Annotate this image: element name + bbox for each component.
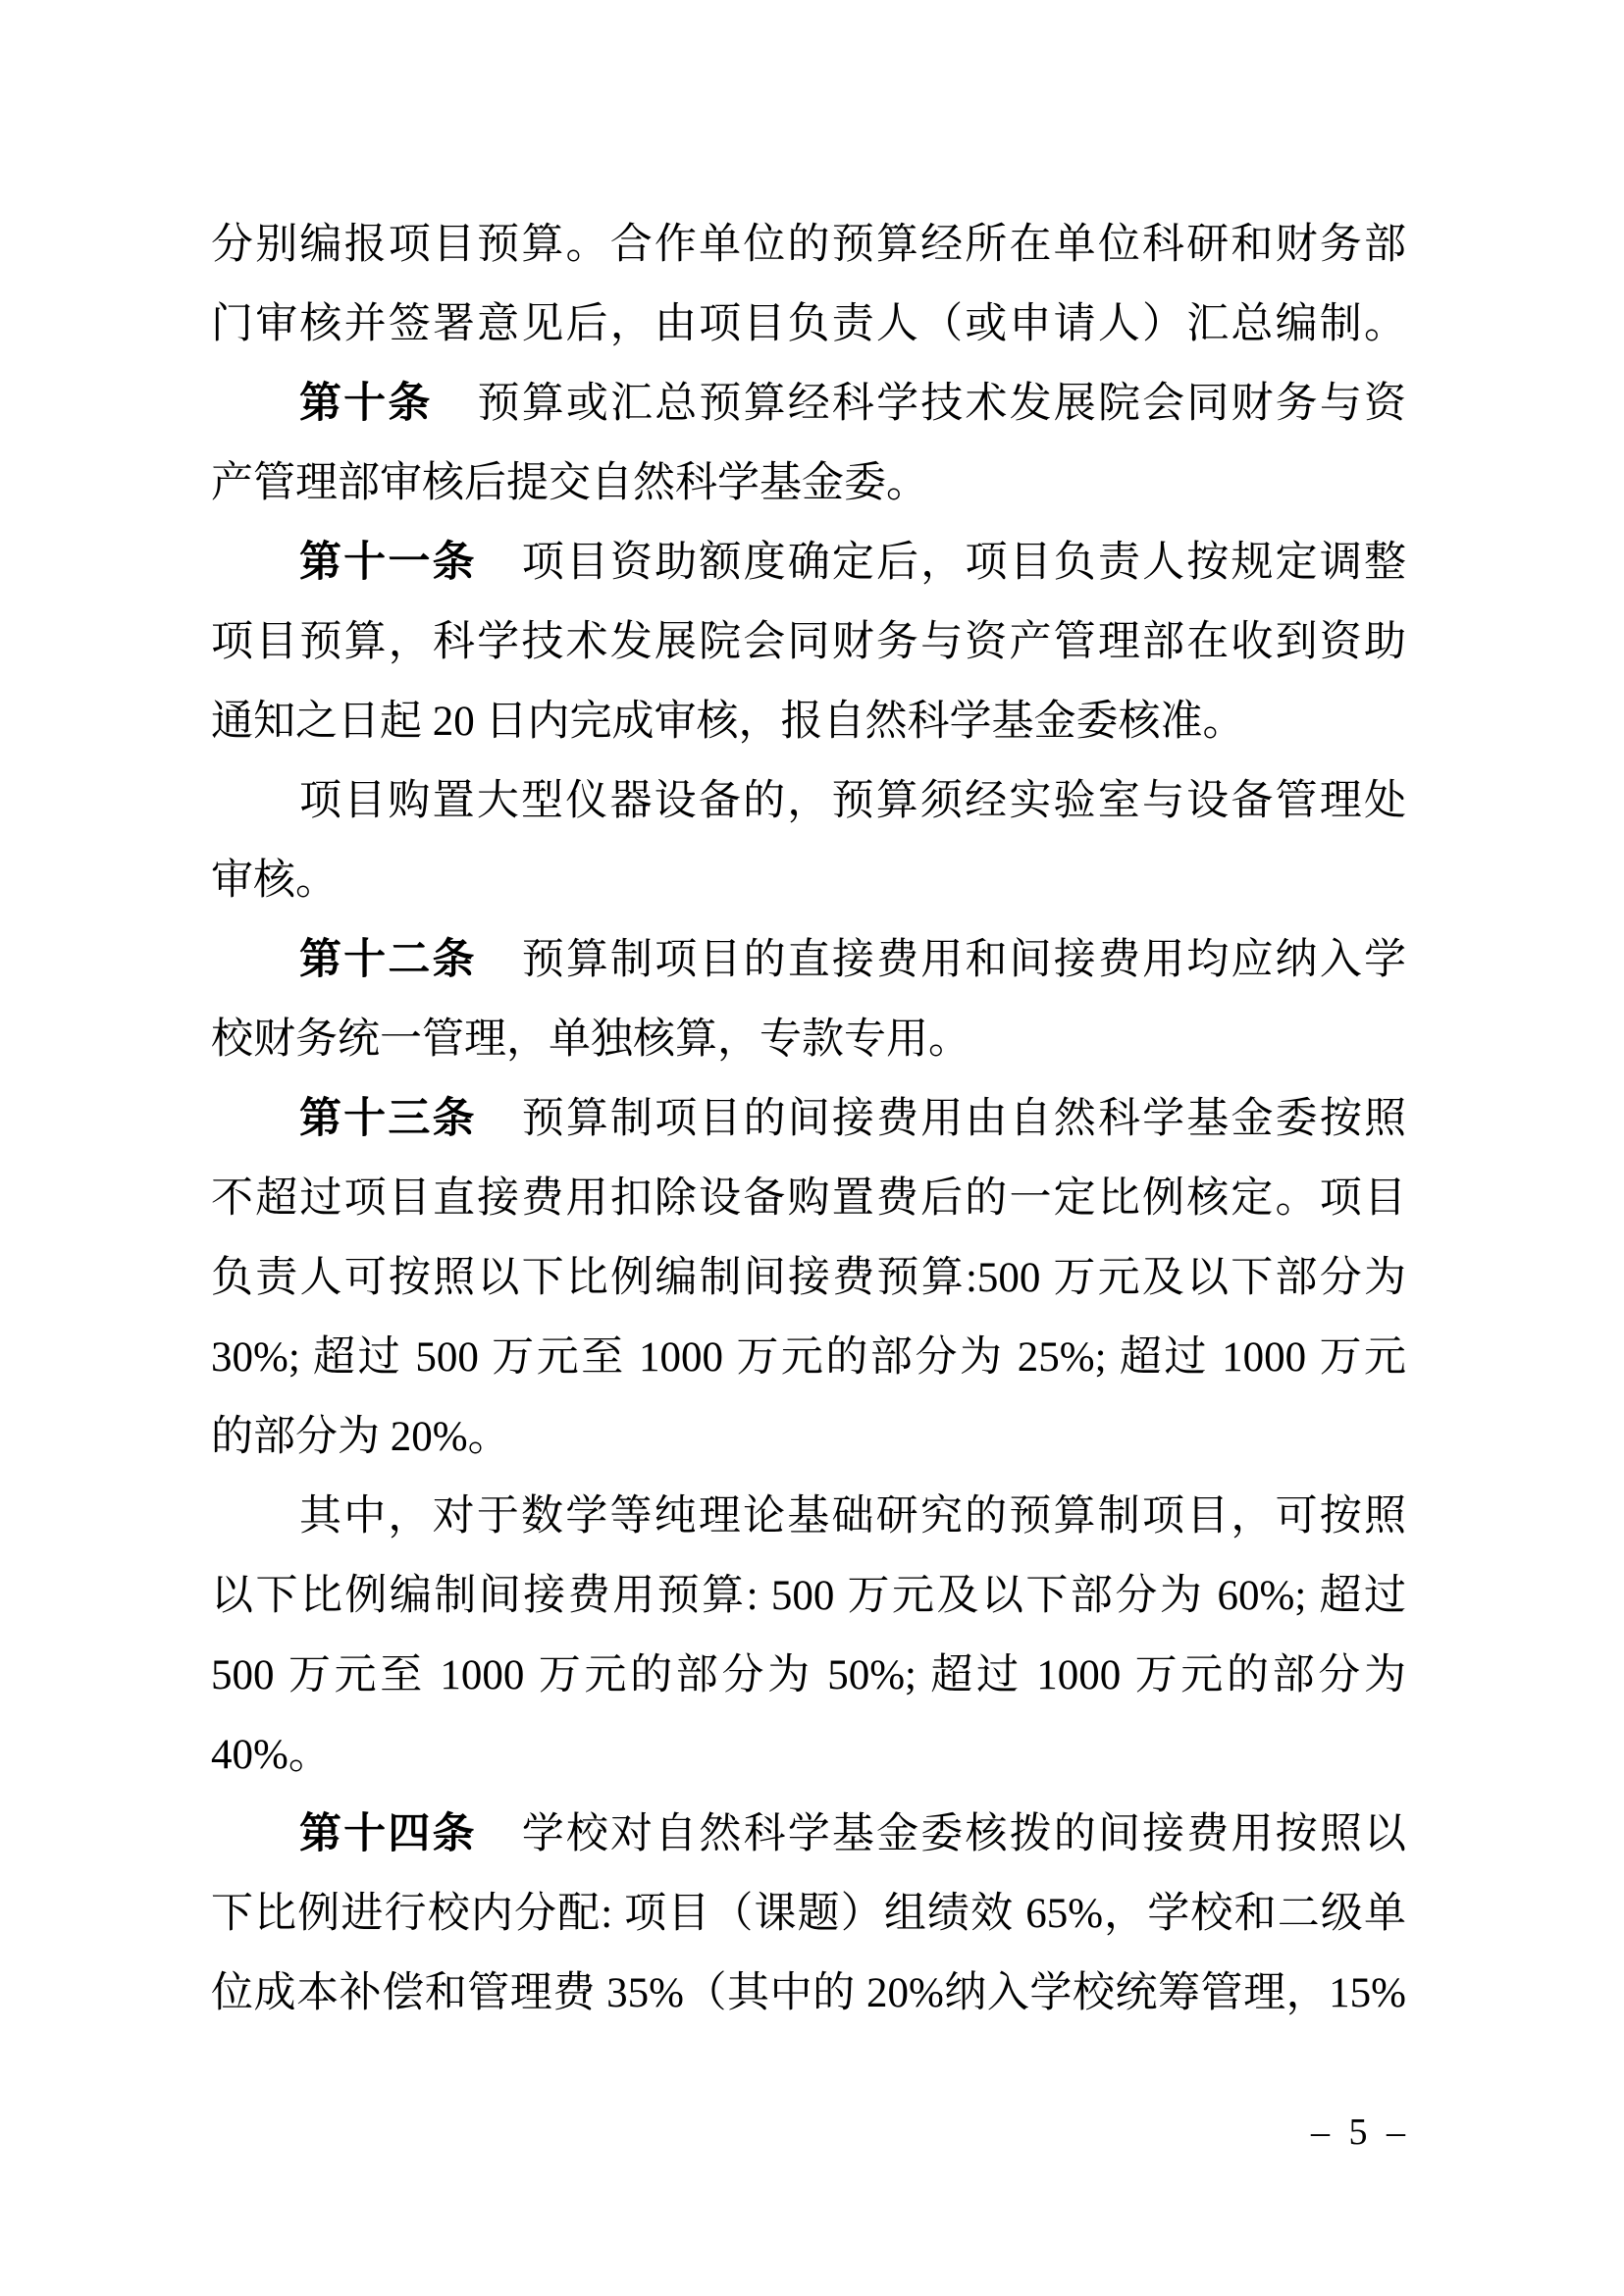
line-text: 项目预算，科学技术发展院会同财务与资产管理部在收到资助: [211, 619, 1406, 665]
text-line: [211, 1079, 1406, 1159]
text-line: [211, 364, 1406, 444]
line-text: 校财务统一管理，单独核算，专款专用。: [211, 1017, 970, 1063]
text-line: [211, 523, 1406, 602]
line-text: 通知之日起 20 日内完成审核，报自然科学基金委核准。: [211, 699, 1245, 745]
text-line: [211, 285, 1406, 364]
text-line: [211, 1636, 1406, 1715]
line-text: 以下比例编制间接费用预算: 500 万元及以下部分为 60%; 超过: [211, 1573, 1406, 1619]
text-line: [211, 1874, 1406, 1954]
text-line: [211, 1000, 1406, 1079]
line-text: 学校对自然科学基金委核拨的间接费用按照以: [521, 1811, 1407, 1857]
text-line: [211, 920, 1406, 1000]
line-text: 的部分为 20%。: [211, 1414, 510, 1460]
article-number: 第十条: [299, 381, 433, 427]
text-line: [211, 1715, 1406, 1795]
text-line: [211, 682, 1406, 761]
text-line: [211, 1477, 1406, 1556]
text-line: [211, 761, 1406, 841]
line-text: 项目购置大型仪器设备的，预算须经实验室与设备管理处: [299, 778, 1406, 824]
text-line: [211, 1556, 1406, 1636]
text-line: [211, 602, 1406, 682]
article-number: 第十二条: [299, 937, 477, 983]
line-text: 不超过项目直接费用扣除设备购置费后的一定比例核定。项目: [211, 1175, 1406, 1222]
text-line: [211, 205, 1406, 285]
line-text: 分别编报项目预算。合作单位的预算经所在单位科研和财务部: [211, 222, 1406, 268]
text-line: [211, 444, 1406, 523]
text-line: [211, 1795, 1406, 1874]
text-block: [211, 205, 1406, 2033]
text-line: [211, 841, 1406, 920]
article-number: 第十四条: [299, 1811, 477, 1857]
article-number: 第十三条: [299, 1096, 477, 1142]
line-text: 其中，对于数学等纯理论基础研究的预算制项目，可按照: [299, 1493, 1406, 1539]
line-text: 门审核并签署意见后，由项目负责人（或申请人）汇总编制。: [211, 301, 1406, 347]
line-text: 产管理部审核后提交自然科学基金委。: [211, 460, 928, 506]
line-text: 预算或汇总预算经科学技术发展院会同财务与资: [477, 381, 1407, 427]
line-text: 项目资助额度确定后，项目负责人按规定调整: [521, 540, 1407, 586]
text-line: [211, 1954, 1406, 2033]
line-text: 40%。: [211, 1732, 331, 1778]
text-line: [211, 1238, 1406, 1318]
line-text: 30%; 超过 500 万元至 1000 万元的部分为 25%; 超过 1000 万元: [211, 1334, 1406, 1381]
line-text: 下比例进行校内分配: 项目（课题）组绩效 65%，学校和二级单: [211, 1891, 1406, 1937]
line-text: 审核。: [211, 858, 338, 904]
article-number: 第十一条: [299, 540, 477, 586]
line-text: 500 万元至 1000 万元的部分为 50%; 超过 1000 万元的部分为: [211, 1652, 1406, 1698]
text-line: [211, 1318, 1406, 1397]
line-text: 负责人可按照以下比例编制间接费预算:500 万元及以下部分为: [211, 1255, 1406, 1301]
line-text: 预算制项目的间接费用由自然科学基金委按照: [521, 1096, 1407, 1142]
page-number: – 5 –: [1311, 2112, 1405, 2153]
text-line: [211, 1159, 1406, 1238]
text-line: [211, 1397, 1406, 1477]
line-text: 预算制项目的直接费用和间接费用均应纳入学: [521, 937, 1407, 983]
line-text: 位成本补偿和管理费 35%（其中的 20%纳入学校统筹管理，15%: [211, 1970, 1406, 2016]
